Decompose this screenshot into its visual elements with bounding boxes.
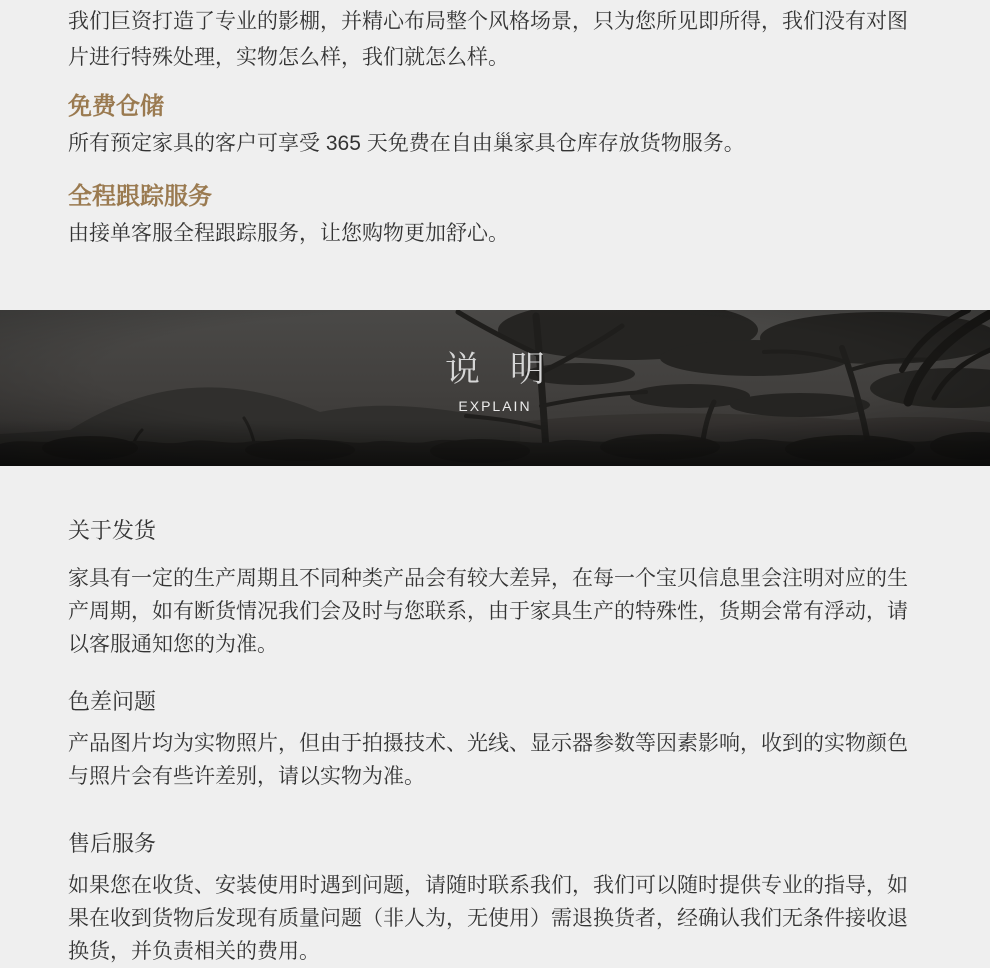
shipping-note-text: 家具有一定的生产周期且不同种类产品会有较大差异，在每一个宝贝信息里会注明对应的生产周期，如有断货情况我们会及时与您联系，由于家具生产的特殊性，货期会常有浮动，请以客服通知您的为准。 [68,567,908,656]
service-intro-section [0,0,990,252]
color-difference-note-heading: 色差问题 [68,689,157,714]
color-difference-note-text: 产品图片均为实物照片，但由于拍摄技术、光线、显示器参数等因素影响，收到的实物颜色与照片会有些许差别，请以实物为准。 [68,732,908,788]
banner-title-zh: 说明 [444,350,575,389]
after-sale-note [68,829,928,968]
free-storage-heading: 免费仓储 [68,93,164,120]
after-sale-note-text: 如果您在收货、安装使用时遇到问题，请随时联系我们，我们可以随时提供专业的指导，如果在收到货物后发现有质量问题（非人为，无使用）需退换货者，经确认我们无条件接收退换货，并负责相关的费用。 [68,874,908,963]
shipping-note-heading: 关于发货 [68,518,157,543]
explain-banner-image [0,310,990,466]
shipping-note [68,516,928,661]
banner-title-en: EXPLAIN [458,398,532,414]
tracking-service-heading: 全程跟踪服务 [68,183,212,210]
banner-title-block [0,310,990,466]
explain-notes-section [0,516,990,968]
tracking-service-text: 由接单客服全程跟踪服务，让您购物更加舒心。 [68,222,509,245]
after-sale-note-heading: 售后服务 [68,831,157,856]
color-difference-note [68,687,928,793]
studio-intro-text: 我们巨资打造了专业的影棚，并精心布局整个风格场景，只为您所见即所得，我们没有对图片进行特殊处理，实物怎么样，我们就怎么样。 [68,10,908,69]
free-storage-text: 所有预定家具的客户可享受 365 天免费在自由巢家具仓库存放货物服务。 [68,132,745,155]
